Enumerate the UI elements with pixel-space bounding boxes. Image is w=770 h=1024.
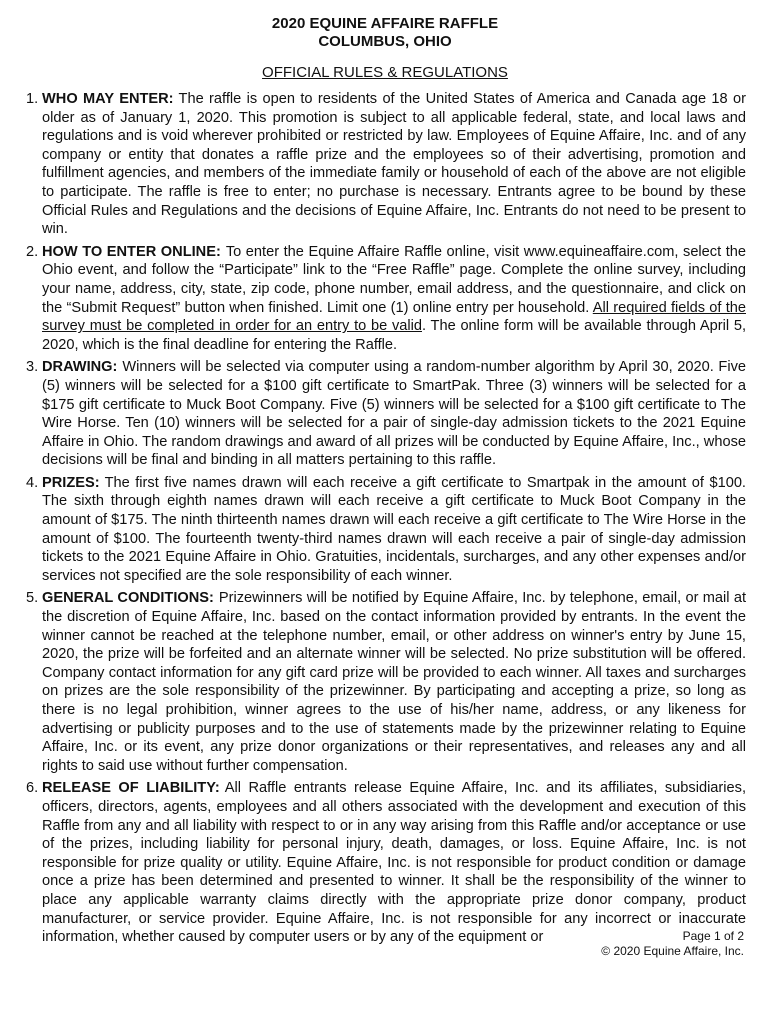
rule-heading: DRAWING:	[42, 359, 118, 376]
rule-number: 1.	[26, 91, 39, 107]
rule-number: 4.	[26, 474, 39, 491]
rule-text: The raffle is open to residents of the United States of America and Canada age 18 or older as of January 1, 2020. This promotion is subject to all applicable federal, state, and local laws and regulations and is void wherever prohibited or restricted by law. Employees of Equine Affaire, Inc. and of any company or entity that donates a raffle prize and the employees so of their advertising, promotion and fulfillment agencies, and members of the immediate family or household of each of the above are not eligible to participate. The raffle is free to enter; no purchase is necessary. Entrants agree to be bound by these Official Rules and Regulations and the decisions of Equine Affaire, Inc. Entrants do not need to be present to win.	[42, 91, 747, 238]
document-location: COLUMBUS, OHIO	[318, 33, 452, 50]
document-title: 2020 EQUINE AFFAIRE RAFFLE	[271, 15, 499, 32]
document-subtitle: OFFICIAL RULES & REGULATIONS	[262, 64, 508, 81]
rule-text-underlined: All required fields of the survey must be completed in order for an entry to be valid	[42, 299, 746, 335]
rule-heading: HOW TO ENTER ONLINE:	[42, 243, 221, 260]
rule-body	[42, 474, 746, 586]
rule-heading: GENERAL CONDITIONS:	[42, 590, 214, 607]
page-footer	[601, 929, 744, 959]
rule-number: 5.	[26, 590, 39, 607]
rule-body	[42, 589, 746, 775]
rule-general-conditions	[26, 589, 746, 775]
rule-text: To enter the Equine Affaire Raffle online, visit www.equineaffaire.com, select the Ohio event, and follow the “Participate” link to the “Free Raffle” page. Complete the online survey, including your name, address, city, state, zip code, phone number, email address, and the questionnaire, and click on the “Submit Request” button when finished. Limit one (1) online entry per household.	[42, 243, 746, 316]
rule-body	[42, 358, 746, 470]
rule-release-of-liability	[26, 779, 746, 946]
rule-number: 3.	[26, 359, 39, 376]
rule-body	[42, 243, 746, 355]
rule-text: Winners will be selected via computer using a random-number algorithm by April 30, 2020. Five (5) winners will be selected for a $100 gift certificate to SmartPak. Three (3) winners will be selected for a $175 gift certificate to Muck Boot Company. Five (5) winners will be selected for a $100 gift certificate to The Wire Horse. Ten (10) winners will be selected for a pair of single-day admission tickets to the 2021 Equine Affaire in Ohio. The random drawings and award of all prizes will be conducted by Equine Affaire, Inc., whose decisions will be final and binding in all matters pertaining to this raffle.	[42, 359, 746, 469]
rule-text: The first five names drawn will each receive a gift certificate to Smartpak in the amount of $100. The sixth through eighth names drawn will each receive a gift certificate to Muck Boot Company in the amount of $175. The ninth thirteenth names drawn will each receive a gift certificate to The Wire Horse in the amount of $100. The fourteenth twenty-third names drawn will each receive a pair of single-day admission tickets to the 2021 Equine Affaire in Ohio. Gratuities, incidentals, surcharges, and any other expenses and/or services not specified are the sole responsibility of each winner.	[42, 474, 746, 584]
rules-list	[26, 90, 746, 951]
rule-heading: WHO MAY ENTER:	[42, 91, 174, 107]
rule-text: Prizewinners will be notified by Equine Affaire, Inc. by telephone, email, or mail at the discretion of Equine Affaire, Inc. based on the contact information provided by entrants. In the event the winner cannot be reached at the telephone number, email, or other address on winner's entry by June 15, 2020, the prize will be forfeited and an alternate winner will be selected. No prize substitution will be offered. Company contact information for any gift card prize will be provided to each winner. All taxes and surcharges on prizes are the sole responsibility of the prizewinner. By participating and accepting a prize, so long as there is no legal prohibition, winner agrees to the use of his/her name, address, or any likeness for advertising or publicity purposes and to the use of statements made by the prizewinner relating to Equine Affaire, Inc. or its event, any prize donor organizations or their representatives, and releases any and all rights to said use without further compensation.	[42, 590, 746, 774]
rule-number: 6.	[26, 780, 39, 797]
copyright-notice: © 2020 Equine Affaire, Inc.	[601, 944, 744, 958]
rule-text: All Raffle entrants release Equine Affaire, Inc. and its affiliates, subsidiaries, officers, directors, agents, employees and all others associated with the development and execution of this Raffle from any and all liability with respect to or in any way arising from this Raffle and/or acceptance or use of the prizes, including liability for personal injury, death, damages, or loss. Equine Affaire, Inc. is not responsible for prize quality or utility. Equine Affaire, Inc. is not responsible for product condition or damage once a prize has been determined and presented to winner. It shall be the responsibility of the winner to place any applicable warranty claims directly with the appropriate prize donor company, product manufacturer, or service provider. Equine Affaire, Inc. is not responsible for any incorrect or inaccurate information, whether caused by computer users or by any of the equipment or	[42, 780, 746, 946]
rule-who-may-enter	[26, 90, 746, 239]
rule-number: 2.	[26, 243, 39, 260]
rule-body	[42, 779, 746, 946]
rule-drawing	[26, 358, 746, 470]
rule-prizes	[26, 474, 746, 586]
rule-body	[42, 90, 746, 239]
rule-how-to-enter-online	[26, 243, 746, 355]
rule-text-end: . The online form will be available through April 5, 2020, which is the final deadline for entering the Raffle.	[42, 318, 746, 353]
rule-heading: RELEASE OF LIABILITY:	[42, 780, 220, 797]
rule-heading: PRIZES:	[42, 474, 100, 491]
page-number: Page 1 of 2	[682, 929, 744, 943]
